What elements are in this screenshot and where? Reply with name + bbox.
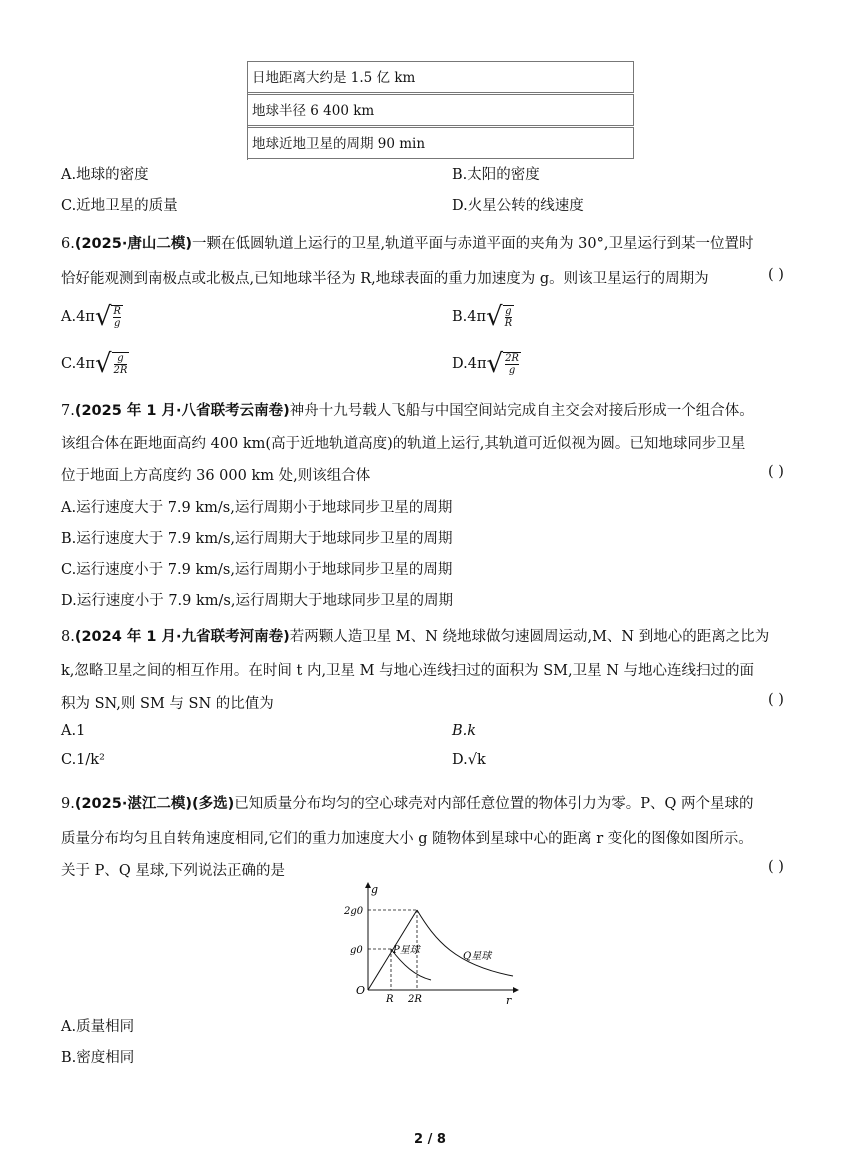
q8-option-d: D.√k bbox=[452, 752, 486, 768]
table-row: 地球半径 6 400 km bbox=[247, 94, 634, 126]
q7-option-d: D.运行速度小于 7.9 km/s,运行周期大于地球同步卫星的周期 bbox=[61, 593, 453, 609]
q8-number: 8. bbox=[61, 629, 75, 645]
sqrt-fraction: √ $\frac{R}{g}$ bbox=[94, 302, 121, 332]
y-tick-2g0: 2g0 bbox=[344, 906, 364, 917]
q-label: Q星球 bbox=[463, 951, 492, 962]
q7-option-c: C.运行速度小于 7.9 km/s,运行周期小于地球同步卫星的周期 bbox=[61, 562, 453, 578]
q9-line2: 质量分布均匀且自转角速度相同,它们的重力加速度大小 g 随物体到星球中心的距离 r 变化的图像如图所示。 bbox=[61, 831, 753, 847]
fraction-denominator: 2R bbox=[113, 365, 128, 376]
q7-line2: 该组合体在距地面高约 400 km(高于近地轨道高度)的轨道上运行,其轨道可近似视为圆。已知地球同步卫星 bbox=[61, 436, 746, 452]
q7-line1 bbox=[61, 399, 754, 420]
fraction-numerator: g bbox=[114, 353, 128, 365]
q8-source: (2024 年 1 月·九省联考河南卷) bbox=[74, 629, 290, 645]
q5-option-a: A.地球的密度 bbox=[61, 167, 149, 183]
q9-option-a: A.质量相同 bbox=[61, 1019, 135, 1035]
q9-source: (2025·湛江二模)(多选) bbox=[74, 796, 235, 812]
q6-option-b bbox=[452, 304, 514, 330]
q6-answer-paren: ( ) bbox=[768, 267, 784, 283]
x-tick-R: R bbox=[386, 994, 394, 1005]
q7-line3: 位于地面上方高度约 36 000 km 处,则该组合体 bbox=[61, 468, 371, 484]
fraction-numerator: R bbox=[113, 306, 121, 317]
q7-option-a: A.运行速度大于 7.9 km/s,运行周期小于地球同步卫星的周期 bbox=[61, 500, 453, 516]
sqrt-fraction: √ $\frac{g}{R}$ bbox=[486, 302, 513, 332]
q9-line3: 关于 P、Q 星球,下列说法正确的是 bbox=[61, 863, 285, 879]
option-label: A.4π bbox=[61, 309, 95, 325]
option-label: C.4π bbox=[61, 356, 95, 372]
table-row: 地球近地卫星的周期 90 min bbox=[247, 127, 634, 159]
q8-option-c: C.1/k² bbox=[61, 752, 105, 768]
q6-option-c bbox=[61, 351, 129, 377]
origin-label: O bbox=[356, 984, 366, 997]
fraction-denominator: R bbox=[504, 318, 513, 329]
option-label: D.4π bbox=[452, 356, 487, 372]
q7-number: 7. bbox=[61, 403, 75, 419]
q5-option-d: D.火星公转的线速度 bbox=[452, 198, 584, 214]
y-axis-label: g bbox=[371, 883, 379, 896]
q6-line1 bbox=[61, 232, 754, 253]
q9-option-b: B.密度相同 bbox=[61, 1050, 135, 1066]
q7-answer-paren: ( ) bbox=[768, 464, 784, 480]
q9-number: 9. bbox=[61, 796, 75, 812]
q7-source: (2025 年 1 月·八省联考云南卷) bbox=[74, 403, 290, 419]
fraction-numerator: 2R bbox=[505, 353, 519, 364]
q6-text: 一颗在低圆轨道上运行的卫星,轨道平面与赤道平面的夹角为 30°,卫星运行到某一位置时 bbox=[191, 236, 754, 252]
table-left-column bbox=[225, 61, 248, 160]
q8-text: 若两颗人造卫星 M、N 绕地球做匀速圆周运动,M、N 到地心的距离之比为 bbox=[289, 629, 770, 645]
q8-option-b: B.k bbox=[452, 723, 477, 739]
x-tick-2R: 2R bbox=[408, 994, 422, 1005]
q9-text: 已知质量分布均匀的空心球壳对内部任意位置的物体引力为零。P、Q 两个星球的 bbox=[234, 796, 754, 812]
q6-option-a bbox=[61, 304, 123, 330]
p-label: P星球 bbox=[393, 945, 420, 956]
y-tick-g0: g0 bbox=[350, 945, 363, 956]
fraction-denominator: g bbox=[113, 318, 121, 329]
q9-answer-paren: ( ) bbox=[768, 859, 784, 875]
q8-line3: 积为 SN,则 SM 与 SN 的比值为 bbox=[61, 696, 274, 712]
q6-number: 6. bbox=[61, 236, 75, 252]
x-axis-arrow bbox=[513, 987, 519, 993]
q9-line1 bbox=[61, 792, 753, 813]
q-curve bbox=[417, 910, 513, 976]
q8-option-a: A.1 bbox=[61, 723, 86, 739]
q8-line2: k,忽略卫星之间的相互作用。在时间 t 内,卫星 M 与地心连线扫过的面积为 SM,卫星 N 与地心连线扫过的面 bbox=[61, 663, 755, 679]
q8-line1 bbox=[61, 625, 769, 646]
sqrt-fraction: √ $\frac{2R}{g}$ bbox=[486, 349, 519, 379]
sqrt-fraction: √ $\frac{g}{2R}$ bbox=[94, 349, 128, 379]
option-label: B.4π bbox=[452, 309, 487, 325]
q8-answer-paren: ( ) bbox=[768, 692, 784, 708]
x-axis-label: r bbox=[506, 994, 512, 1005]
q5-option-c: C.近地卫星的质量 bbox=[61, 198, 178, 214]
g-r-graph bbox=[335, 880, 525, 1005]
table-row: 日地距离大约是 1.5 亿 km bbox=[247, 61, 634, 93]
data-table bbox=[225, 61, 635, 160]
q6-option-d bbox=[452, 351, 521, 377]
q6-source: (2025·唐山二模) bbox=[74, 236, 192, 252]
q6-line2: 恰好能观测到南极点或北极点,已知地球半径为 R,地球表面的重力加速度为 g。则该卫星运行的周期为 bbox=[61, 271, 709, 287]
q7-text: 神舟十九号载人飞船与中国空间站完成自主交会对接后形成一个组合体。 bbox=[289, 403, 754, 419]
q7-option-b: B.运行速度大于 7.9 km/s,运行周期大于地球同步卫星的周期 bbox=[61, 531, 453, 547]
page-number: 2 / 8 bbox=[414, 1132, 446, 1147]
q5-option-b: B.太阳的密度 bbox=[452, 167, 540, 183]
fraction-numerator: g bbox=[505, 306, 512, 317]
fraction-denominator: g bbox=[508, 365, 516, 376]
